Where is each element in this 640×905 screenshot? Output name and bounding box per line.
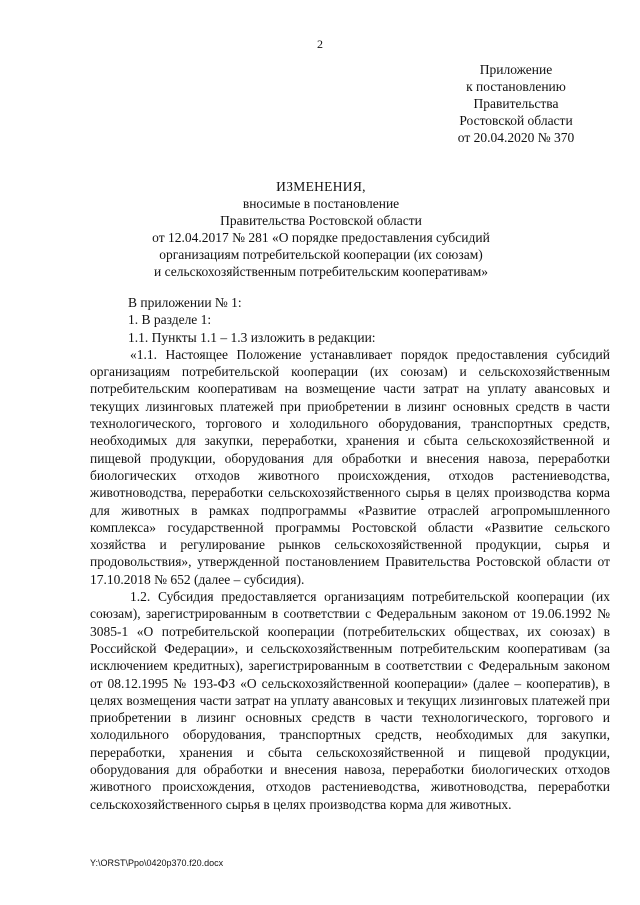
appendix-line: Ростовской области (459, 113, 573, 128)
appendix-line: Правительства (473, 96, 559, 111)
page-number: 2 (317, 37, 323, 51)
document-title (90, 178, 552, 280)
title-line: вносимые в постановление (242, 196, 400, 211)
title-line: Правительства Ростовской области (220, 213, 422, 228)
file-path-footer: Y:\ORST\Ppo\0420p370.f20.docx (90, 858, 224, 868)
item-line: 1.1. Пункты 1.1 – 1.3 изложить в редакции: (128, 329, 376, 345)
title-line: и сельскохозяйственным потребительским кооперативам» (153, 264, 489, 279)
appendix-line: к постановлению (466, 79, 566, 94)
document-body (90, 294, 610, 813)
appendix-line: от 20.04.2020 № 370 (457, 130, 575, 145)
title-line: от 12.04.2017 № 281 «О порядке предоставления субсидий (152, 230, 490, 245)
paragraph-1-2: 1.2. Субсидия предоставляется организациям потребительской кооперации (их союзам), зарегистрированным в соответствии с Федеральным законом от 19.06.1992 № 3085-1 «О потребительской кооперации (потребительских обществах, их союзах) в Российской Федерации», и сельскохозяйственным потребительским кооперативам (за исключением кредитных), зарегистрированным в соответствии с Федеральным законом от 08.12.1995 № 193-ФЗ «О сельскохозяйственной кооперации» (далее – кооператив), в целях возмещения части затрат на уплату авансовых и текущих лизинговых платежей при приобретении в лизинг основных средств в части технологического, торгового и холодильного оборудования, транспортных средств, необходимых для закупки, переработки, хранения и сбыта сельскохозяйственной и пищевой продукции, оборудования для обработки и внесения навоза, переработки биологических отходов животного происхождения, отходов растениеводства, животноводства, переработки сельскохозяйственного сырья в целях производства корма для животных. (90, 589, 610, 812)
body-intro-line: В приложении № 1: (128, 295, 242, 310)
paragraph-1-1: «1.1. Настоящее Положение устанавливает порядок предоставления субсидий организациям потребительской кооперации (их союзам) и сельскохозяйственным потребительским кооперативам на возмещение части затрат на уплату авансовых и текущих лизинговых платежей при приобретении в лизинг основных средств в части технологического, торгового и холодильного оборудования, транспортных средств, необходимых для закупки, переработки, хранения и сбыта сельскохозяйственной и пищевой продукции, оборудования для обработки и внесения навоза, переработки биологических отходов животного происхождения, отходов растениеводства, животноводства, переработки сельскохозяйственного сырья в целях производства корма для животных в рамках подпрограммы «Развитие отраслей агропромышленного комплекса» государственной программы Ростовской области «Развитие сельского хозяйства и регулирование рынков сельскохозяйственной продукции, сырья и продовольствия», утвержденной постановлением Правительства Ростовской области от 17.10.2018 № 652 (далее – субсидия). (90, 346, 610, 587)
appendix-line: Приложение (479, 62, 553, 77)
appendix-block (446, 61, 586, 146)
section-line: 1. В разделе 1: (128, 312, 212, 328)
title-line: организациям потребительской кооперации (их союзам) (159, 247, 483, 262)
title-heading: ИЗМЕНЕНИЯ, (276, 179, 366, 194)
